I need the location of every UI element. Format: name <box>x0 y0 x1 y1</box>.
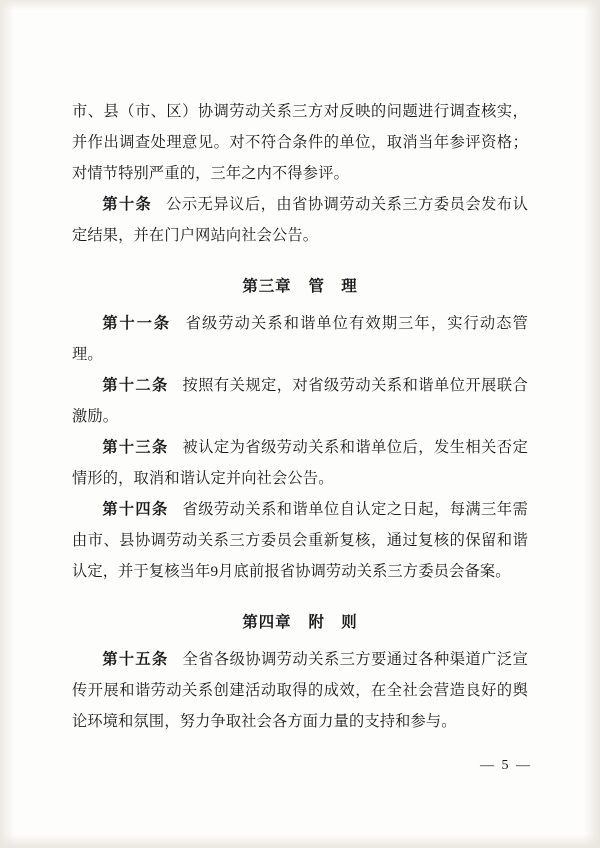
article-item <box>72 308 528 370</box>
article-label: 第十一条 <box>102 315 171 332</box>
chapter-title: 附 则 <box>308 614 358 631</box>
spacer <box>72 587 528 593</box>
article-text: 公示无异议后，由省协调劳动关系三方委员会发布认定结果，并在门户网站向社会公告。 <box>72 196 528 244</box>
article-item <box>72 644 528 737</box>
page-edge-shadow-left <box>0 0 14 848</box>
article-item <box>72 432 528 494</box>
article-item <box>72 189 528 251</box>
chapter-title: 管 理 <box>308 278 358 295</box>
article-label: 第十条 <box>102 196 153 213</box>
chapter-heading-4 <box>72 607 528 638</box>
spacer <box>72 251 528 257</box>
article-label: 第十四条 <box>102 501 169 518</box>
article-text: 省级劳动关系和谐单位自认定之日起，每满三年需由市、县协调劳动关系三方委员会重新复核，通过复核的保留和谐认定，并于复核当年9月底前报省协调劳动关系三方委员会备案。 <box>72 501 529 580</box>
document-body <box>72 96 528 737</box>
article-text: 按照有关规定，对省级劳动关系和谐单位开展联合激励。 <box>72 377 529 425</box>
article-item <box>72 370 528 432</box>
paragraph-continuation <box>72 96 528 189</box>
article-label: 第十三条 <box>102 439 169 456</box>
page-edge-shadow-top <box>0 0 600 10</box>
page-edge-shadow-right <box>584 0 600 848</box>
article-text: 被认定为省级劳动关系和谐单位后，发生相关否定情形的，取消和谐认定并向社会公告。 <box>72 439 529 487</box>
page-edge-shadow-bottom <box>0 834 600 848</box>
chapter-heading-3 <box>72 271 528 302</box>
article-text: 省级劳动关系和谐单位有效期三年，实行动态管理。 <box>72 315 529 363</box>
article-label: 第十五条 <box>102 651 169 668</box>
article-label: 第十二条 <box>102 377 169 394</box>
page-number: — 5 — <box>480 758 532 773</box>
chapter-number: 第三章 <box>242 278 292 295</box>
article-text: 全省各级协调劳动关系三方要通过各种渠道广泛宣传开展和谐劳动关系创建活动取得的成效，在全社会营造良好的舆论环境和氛围，努力争取社会各方面力量的支持和参与。 <box>72 651 529 730</box>
article-item <box>72 494 528 587</box>
paragraph-text: 市、县（市、区）协调劳动关系三方对反映的问题进行调查核实，并作出调查处理意见。对不符合条件的单位，取消当年参评资格；对情节特别严重的，三年之内不得参评。 <box>72 103 528 182</box>
chapter-number: 第四章 <box>242 614 292 631</box>
